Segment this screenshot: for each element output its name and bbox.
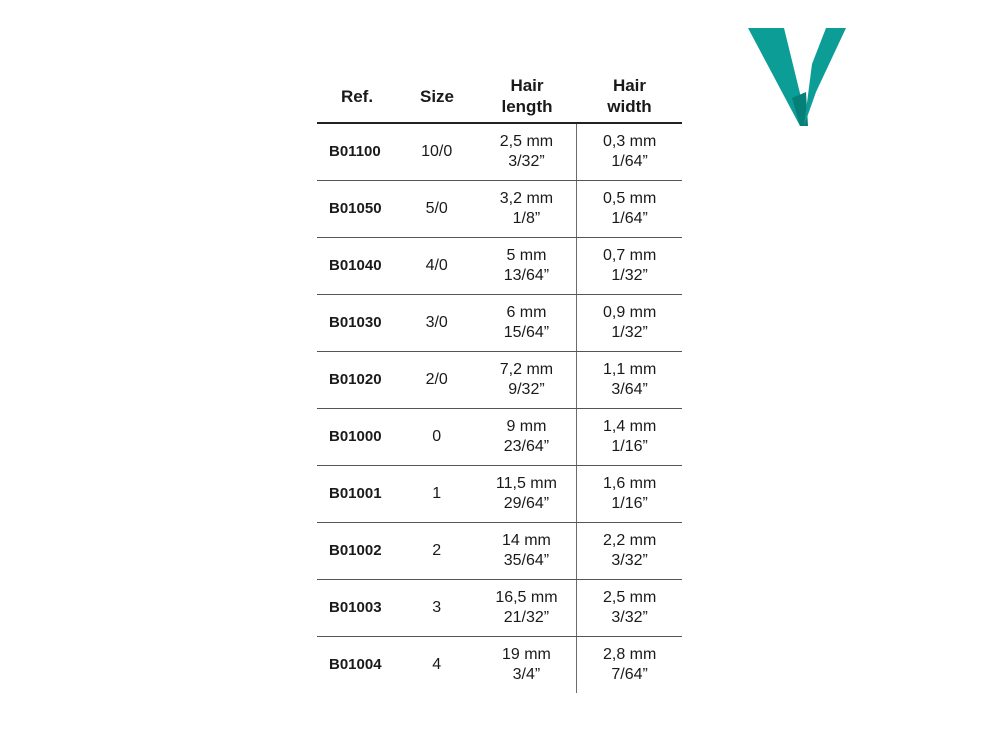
width-in: 1/32” [611,324,648,341]
cell-hair-length [477,238,578,294]
cell-hair-length [477,466,578,522]
cell-size: 2 [432,542,442,559]
length-in: 15/64” [503,324,550,341]
length-in: 13/64” [503,267,550,284]
length-in: 1/8” [512,210,541,227]
length-mm: 7,2 mm [499,361,554,378]
width-mm: 2,5 mm [602,589,657,606]
cell-ref: B01020 [329,371,382,388]
cell-hair-length [477,580,578,636]
table-row [317,181,682,238]
table-row [317,238,682,295]
width-mm: 0,9 mm [602,304,657,321]
header-size: Size [419,86,455,106]
width-mm: 0,5 mm [602,190,657,207]
table-row [317,352,682,409]
cell-hair-length [477,295,578,351]
length-mm: 5 mm [506,247,547,264]
cell-size: 4 [432,656,442,673]
length-in: 21/32” [503,609,550,626]
cell-ref: B01004 [329,656,382,673]
width-in: 3/32” [611,552,648,569]
width-in: 3/32” [611,609,648,626]
width-in: 1/64” [611,210,648,227]
cell-hair-length [477,352,578,408]
cell-hair-length [477,637,578,693]
cell-size: 0 [432,428,442,445]
length-mm: 16,5 mm [495,589,558,606]
cell-hair-width [577,238,682,294]
cell-size: 10/0 [421,143,453,160]
cell-ref: B01050 [329,200,382,217]
length-mm: 9 mm [506,418,547,435]
length-mm: 11,5 mm [495,475,557,492]
cell-ref: B01030 [329,314,382,331]
width-mm: 0,3 mm [602,133,657,150]
cell-hair-length [477,409,578,465]
length-in: 9/32” [508,381,545,398]
cell-ref: B01000 [329,428,382,445]
cell-hair-length [477,124,578,180]
v-logo-icon [746,26,848,128]
length-in: 3/32” [508,153,545,170]
width-mm: 1,6 mm [602,475,657,492]
cell-hair-length [477,181,578,237]
cell-hair-width [577,352,682,408]
cell-hair-width [577,580,682,636]
cell-ref: B01001 [329,485,382,502]
width-mm: 0,7 mm [602,247,657,264]
length-mm: 2,5 mm [499,133,554,150]
table-row [317,580,682,637]
table-header [317,70,682,124]
cell-size: 3/0 [425,314,448,331]
length-in: 3/4” [512,666,541,683]
width-mm: 2,2 mm [602,532,657,549]
width-in: 1/32” [611,267,648,284]
table-row [317,523,682,580]
cell-hair-width [577,637,682,693]
length-in: 29/64” [503,495,550,512]
cell-hair-width [577,466,682,522]
cell-size: 5/0 [425,200,448,217]
table-row [317,466,682,523]
width-mm: 2,8 mm [602,646,657,663]
cell-ref: B01003 [329,599,382,616]
width-in: 1/64” [611,153,648,170]
cell-hair-width [577,124,682,180]
cell-hair-width [577,409,682,465]
cell-ref: B01100 [329,143,381,160]
width-mm: 1,4 mm [602,418,657,435]
width-mm: 1,1 mm [602,361,657,378]
cell-size: 2/0 [425,371,448,388]
cell-hair-length [477,523,578,579]
width-in: 1/16” [611,495,648,512]
cell-size: 4/0 [425,257,448,274]
width-in: 7/64” [611,666,648,683]
header-hair-width: Hair width [607,76,652,116]
cell-size: 1 [432,485,442,502]
length-mm: 3,2 mm [499,190,554,207]
width-in: 1/16” [611,438,648,455]
length-mm: 14 mm [501,532,551,549]
width-in: 3/64” [611,381,648,398]
length-in: 23/64” [503,438,550,455]
length-in: 35/64” [503,552,550,569]
cell-hair-width [577,523,682,579]
brush-spec-table [317,70,682,693]
length-mm: 6 mm [506,304,547,321]
length-mm: 19 mm [501,646,551,663]
table-row [317,409,682,466]
header-hair-length: Hair length [501,76,553,116]
table-row [317,295,682,352]
table-body [317,124,682,693]
cell-size: 3 [432,599,442,616]
cell-ref: B01040 [329,257,382,274]
header-ref: Ref. [340,86,374,106]
table-row [317,124,682,181]
table-row [317,637,682,693]
cell-hair-width [577,295,682,351]
cell-ref: B01002 [329,542,382,559]
cell-hair-width [577,181,682,237]
